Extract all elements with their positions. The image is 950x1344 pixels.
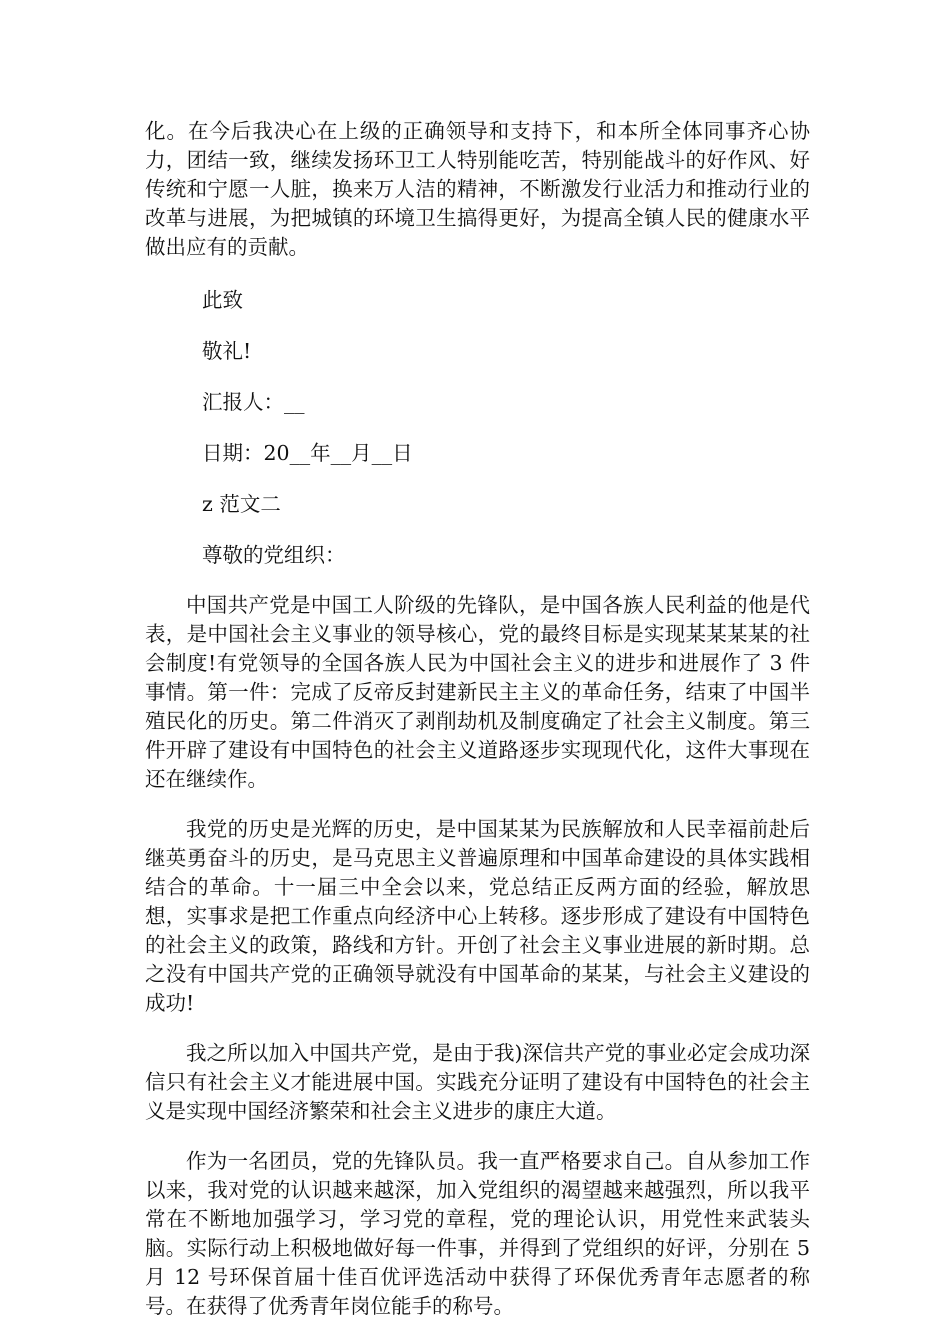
reporter-line: 汇报人：__ [202,390,305,414]
closing-line-1: 此致 [202,288,243,312]
closing-line-2: 敬礼! [202,339,252,363]
paragraph-1: 中国共产党是中国工人阶级的先锋队，是中国各族人民利益的他是代表，是中国社会主义事业的领导核心，党的最终目标是实现某某某某的社会制度!有党领导的全国各族人民为中国社会主义的进步和进展作了 3 件事情。第一件：完成了反帝反封建新民主主义的革命任务，结束了中国半殖民化的历史。第二件消灭了剥削劫机及制度确定了社会主义制度。第三件开辟了建设有中国特色的社会主义道路逐步实现现代化，这件大事现在还在继续作。 [145,593,810,791]
paragraph-3: 我之所以加入中国共产党，是由于我)深信共产党的事业必定会成功深信只有社会主义才能进展中国。实践充分证明了建设有中国特色的社会主义是实现中国经济繁荣和社会主义进步的康庄大道。 [145,1041,810,1123]
paragraph-2: 我党的历史是光辉的历史，是中国某某为民族解放和人民幸福前赴后继英勇奋斗的历史，是马克思主义普遍原理和中国革命建设的具体实践相结合的革命。十一届三中全会以来，党总结正反两方面的经验，解放思想，实事求是把工作重点向经济中心上转移。逐步形成了建设有中国特色的社会主义的政策，路线和方针。开创了社会主义事业进展的新时期。总之没有中国共产党的正确领导就没有中国革命的某某，与社会主义建设的成功! [145,817,810,1015]
salutation: 尊敬的党组织： [202,543,346,567]
paragraph-intro: 化。在今后我决心在上级的正确领导和支持下，和本所全体同事齐心协力，团结一致，继续发扬环卫工人特别能吃苦，特别能战斗的好作风、好传统和宁愿一人脏，换来万人洁的精神，不断激发行业活力和推动行业的改革与进展，为把城镇的环境卫生搞得更好，为提高全镇人民的健康水平做出应有的贡献。 [145,119,810,259]
sample-title: z 范文二 [202,492,281,516]
date-line: 日期：20__年__月__日 [202,441,413,465]
paragraph-4: 作为一名团员，党的先锋队员。我一直严格要求自己。自从参加工作以来，我对党的认识越来越深，加入党组织的渴望越来越强烈，所以我平常在不断地加强学习，学习党的章程，党的理论认识，用党性来武装头脑。实际行动上积极地做好每一件事，并得到了党组织的好评，分别在 5 月 12 号环保首届十佳百优评选活动中获得了环保优秀青年志愿者的称号。在获得了优秀青年岗位能手的称号。 [145,1149,810,1318]
document-page [145,117,810,1321]
